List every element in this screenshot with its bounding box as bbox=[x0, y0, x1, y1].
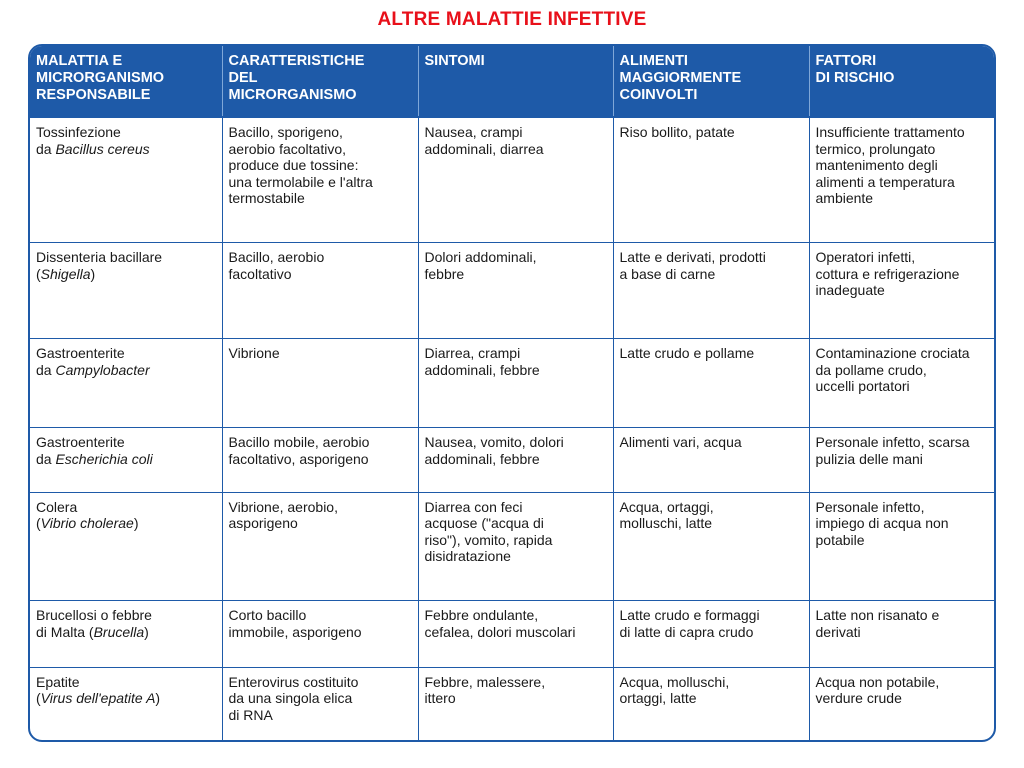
cell-characteristics bbox=[222, 117, 418, 243]
cell-risk-factors bbox=[809, 667, 994, 740]
cell-text-line: Riso bollito, patate bbox=[619, 124, 735, 140]
cell-text-line: Enterovirus costituito bbox=[228, 673, 359, 690]
table-row bbox=[30, 428, 994, 492]
cell-symptoms bbox=[418, 428, 613, 492]
cell-text-line: derivati bbox=[815, 623, 861, 640]
disease-organism bbox=[36, 690, 216, 707]
cell-text-line: Operatori infetti, bbox=[815, 249, 916, 266]
cell-text-line: aerobio facoltativo, bbox=[228, 140, 347, 157]
disease-name: Tossinfezione bbox=[36, 124, 121, 140]
disease-name: Colera bbox=[36, 498, 78, 515]
organism-text: ( bbox=[36, 690, 41, 707]
disease-organism bbox=[36, 141, 216, 158]
cell-symptoms bbox=[418, 339, 613, 428]
cell-risk-factors bbox=[809, 339, 994, 428]
cell-text-line: Corto bacillo bbox=[228, 607, 307, 624]
table-row bbox=[30, 243, 994, 339]
cell-text-line: acquose ("acqua di bbox=[424, 515, 544, 532]
table-header-row bbox=[30, 46, 994, 117]
cell-text-line: addominali, febbre bbox=[424, 450, 540, 467]
cell-text-line: Personale infetto, scarsa bbox=[815, 434, 970, 451]
cell-foods bbox=[613, 601, 809, 668]
cell-disease bbox=[30, 492, 222, 600]
header-foods bbox=[613, 46, 809, 117]
cell-foods bbox=[613, 667, 809, 740]
disease-name: Brucellosi o febbre bbox=[36, 607, 152, 624]
header-line: DI RISCHIO bbox=[815, 70, 895, 86]
cell-characteristics bbox=[222, 243, 418, 339]
cell-text-line: uccelli portatori bbox=[815, 378, 910, 395]
cell-text-line: Acqua, molluschi, bbox=[619, 673, 730, 690]
organism-text: di Malta ( bbox=[36, 623, 94, 640]
infectious-diseases-table bbox=[28, 44, 996, 742]
header-line: DEL bbox=[228, 70, 258, 86]
cell-characteristics bbox=[222, 339, 418, 428]
cell-text-line: ortaggi, latte bbox=[619, 690, 697, 707]
cell-text-line: da pollame crudo, bbox=[815, 361, 927, 378]
cell-text-line: molluschi, latte bbox=[619, 515, 713, 532]
disease-organism bbox=[36, 515, 216, 532]
header-characteristics bbox=[222, 46, 418, 117]
cell-characteristics bbox=[222, 667, 418, 740]
cell-text-line: Nausea, crampi bbox=[424, 124, 523, 140]
cell-text-line: di latte di capra crudo bbox=[619, 623, 754, 640]
cell-text-line: addominali, febbre bbox=[424, 361, 540, 378]
header-disease bbox=[30, 46, 222, 117]
header-line: RESPONSABILE bbox=[36, 87, 151, 103]
cell-foods bbox=[613, 339, 809, 428]
disease-organism bbox=[36, 451, 216, 468]
cell-text-line: Dolori addominali, bbox=[424, 249, 537, 266]
header-line: MICRORGANISMO bbox=[228, 87, 357, 103]
header-line: MALATTIA E bbox=[36, 53, 123, 69]
cell-foods bbox=[613, 243, 809, 339]
cell-text-line: alimenti a temperatura bbox=[815, 173, 955, 190]
cell-text-line: di RNA bbox=[228, 706, 273, 723]
organism-name: Virus dell'epatite A bbox=[40, 690, 156, 707]
cell-text-line: immobile, asporigeno bbox=[228, 623, 362, 640]
header-risk-factors bbox=[809, 46, 994, 117]
cell-disease bbox=[30, 601, 222, 668]
organism-name: Escherichia coli bbox=[55, 450, 153, 467]
cell-text-line: cottura e refrigerazione bbox=[815, 265, 960, 282]
organism-name: Brucella bbox=[93, 623, 145, 640]
cell-text-line: Personale infetto, bbox=[815, 498, 925, 515]
slide-title: ALTRE MALATTIE INFETTIVE bbox=[377, 9, 647, 30]
cell-foods bbox=[613, 428, 809, 492]
cell-symptoms bbox=[418, 243, 613, 339]
cell-disease bbox=[30, 339, 222, 428]
organism-text: da bbox=[36, 361, 56, 378]
organism-text: ) bbox=[133, 515, 139, 532]
cell-risk-factors bbox=[809, 428, 994, 492]
organism-name: Bacillus cereus bbox=[55, 140, 150, 157]
cell-symptoms bbox=[418, 117, 613, 243]
disease-name: Gastroenterite bbox=[36, 434, 125, 451]
cell-characteristics bbox=[222, 492, 418, 600]
organism-text: ) bbox=[90, 265, 96, 282]
table-row bbox=[30, 667, 994, 740]
cell-text-line: Latte non risanato e bbox=[815, 607, 940, 624]
header-line: FATTORI bbox=[815, 53, 877, 69]
organism-name: Campylobacter bbox=[55, 361, 150, 378]
cell-text-line: Contaminazione crociata bbox=[815, 345, 970, 362]
cell-text-line: termostabile bbox=[228, 190, 305, 206]
cell-disease bbox=[30, 667, 222, 740]
cell-foods bbox=[613, 492, 809, 600]
cell-text-line: disidratazione bbox=[424, 548, 511, 565]
header-line: SINTOMI bbox=[424, 53, 485, 69]
cell-text-line: termico, prolungato bbox=[815, 140, 936, 157]
header-line: CARATTERISTICHE bbox=[228, 53, 365, 69]
cell-text-line: Bacillo mobile, aerobio bbox=[228, 434, 370, 451]
organism-text: da bbox=[36, 140, 56, 157]
cell-text-line: produce due tossine: bbox=[228, 157, 359, 173]
cell-text-line: facoltativo, asporigeno bbox=[228, 450, 369, 467]
cell-text-line: riso"), vomito, rapida bbox=[424, 531, 553, 548]
cell-characteristics bbox=[222, 601, 418, 668]
disease-organism bbox=[36, 266, 216, 283]
cell-text-line: Diarrea con feci bbox=[424, 498, 523, 515]
cell-text-line: Acqua, ortaggi, bbox=[619, 498, 714, 515]
cell-text-line: cefalea, dolori muscolari bbox=[424, 623, 576, 640]
disease-name: Dissenteria bacillare bbox=[36, 249, 163, 266]
disease-organism bbox=[36, 624, 216, 641]
cell-text-line: impiego di acqua non bbox=[815, 515, 949, 532]
cell-text-line: da una singola elica bbox=[228, 690, 353, 707]
cell-text-line: Diarrea, crampi bbox=[424, 345, 521, 362]
cell-disease bbox=[30, 117, 222, 243]
cell-text-line: Febbre ondulante, bbox=[424, 607, 539, 624]
cell-text-line: a base di carne bbox=[619, 265, 716, 282]
cell-text-line: Vibrione, aerobio, bbox=[228, 498, 338, 515]
cell-text-line: Insufficiente trattamento bbox=[815, 124, 965, 140]
cell-text-line: Latte e derivati, prodotti bbox=[619, 249, 766, 266]
table-row bbox=[30, 339, 994, 428]
table-row bbox=[30, 117, 994, 243]
cell-text-line: Bacillo, sporigeno, bbox=[228, 124, 343, 140]
disease-organism bbox=[36, 362, 216, 379]
cell-symptoms bbox=[418, 492, 613, 600]
cell-risk-factors bbox=[809, 601, 994, 668]
cell-text-line: pulizia delle mani bbox=[815, 450, 923, 467]
organism-text: ) bbox=[155, 690, 161, 707]
cell-risk-factors bbox=[809, 243, 994, 339]
cell-text-line: ambiente bbox=[815, 190, 874, 206]
cell-text-line: Alimenti vari, acqua bbox=[619, 434, 742, 451]
cell-characteristics bbox=[222, 428, 418, 492]
cell-text-line: potabile bbox=[815, 531, 865, 548]
cell-text-line: facoltativo bbox=[228, 265, 292, 282]
table-row bbox=[30, 601, 994, 668]
cell-text-line: Acqua non potabile, bbox=[815, 673, 940, 690]
cell-text-line: mantenimento degli bbox=[815, 157, 938, 173]
cell-disease bbox=[30, 243, 222, 339]
cell-text-line: febbre bbox=[424, 265, 465, 282]
cell-risk-factors bbox=[809, 117, 994, 243]
cell-symptoms bbox=[418, 667, 613, 740]
cell-disease bbox=[30, 428, 222, 492]
organism-text: ( bbox=[36, 265, 41, 282]
header-line: COINVOLTI bbox=[619, 87, 698, 103]
cell-text-line: ittero bbox=[424, 690, 456, 707]
cell-text-line: addominali, diarrea bbox=[424, 140, 544, 157]
cell-text-line: asporigeno bbox=[228, 515, 298, 532]
cell-text-line: verdure crude bbox=[815, 690, 902, 707]
table-row bbox=[30, 492, 994, 600]
organism-text: ( bbox=[36, 515, 41, 532]
cell-text-line: Febbre, malessere, bbox=[424, 673, 546, 690]
cell-text-line: una termolabile e l'altra bbox=[228, 173, 373, 190]
organism-text: ) bbox=[144, 623, 149, 640]
header-line: MICRORGANISMO bbox=[36, 70, 165, 86]
cell-text-line: inadeguate bbox=[815, 282, 885, 299]
header-line: MAGGIORMENTE bbox=[619, 70, 742, 86]
cell-text-line: Bacillo, aerobio bbox=[228, 249, 325, 266]
disease-name: Epatite bbox=[36, 673, 80, 690]
cell-text-line: Nausea, vomito, dolori bbox=[424, 434, 564, 451]
cell-symptoms bbox=[418, 601, 613, 668]
header-line: ALIMENTI bbox=[619, 53, 688, 69]
cell-text-line: Vibrione bbox=[228, 345, 280, 362]
disease-name: Gastroenterite bbox=[36, 345, 125, 362]
header-symptoms bbox=[418, 46, 613, 117]
cell-risk-factors bbox=[809, 492, 994, 600]
cell-text-line: Latte crudo e pollame bbox=[619, 345, 755, 362]
organism-text: da bbox=[36, 450, 56, 467]
cell-text-line: Latte crudo e formaggi bbox=[619, 607, 760, 624]
cell-foods bbox=[613, 117, 809, 243]
organism-name: Shigella bbox=[40, 265, 91, 282]
organism-name: Vibrio cholerae bbox=[40, 515, 134, 532]
